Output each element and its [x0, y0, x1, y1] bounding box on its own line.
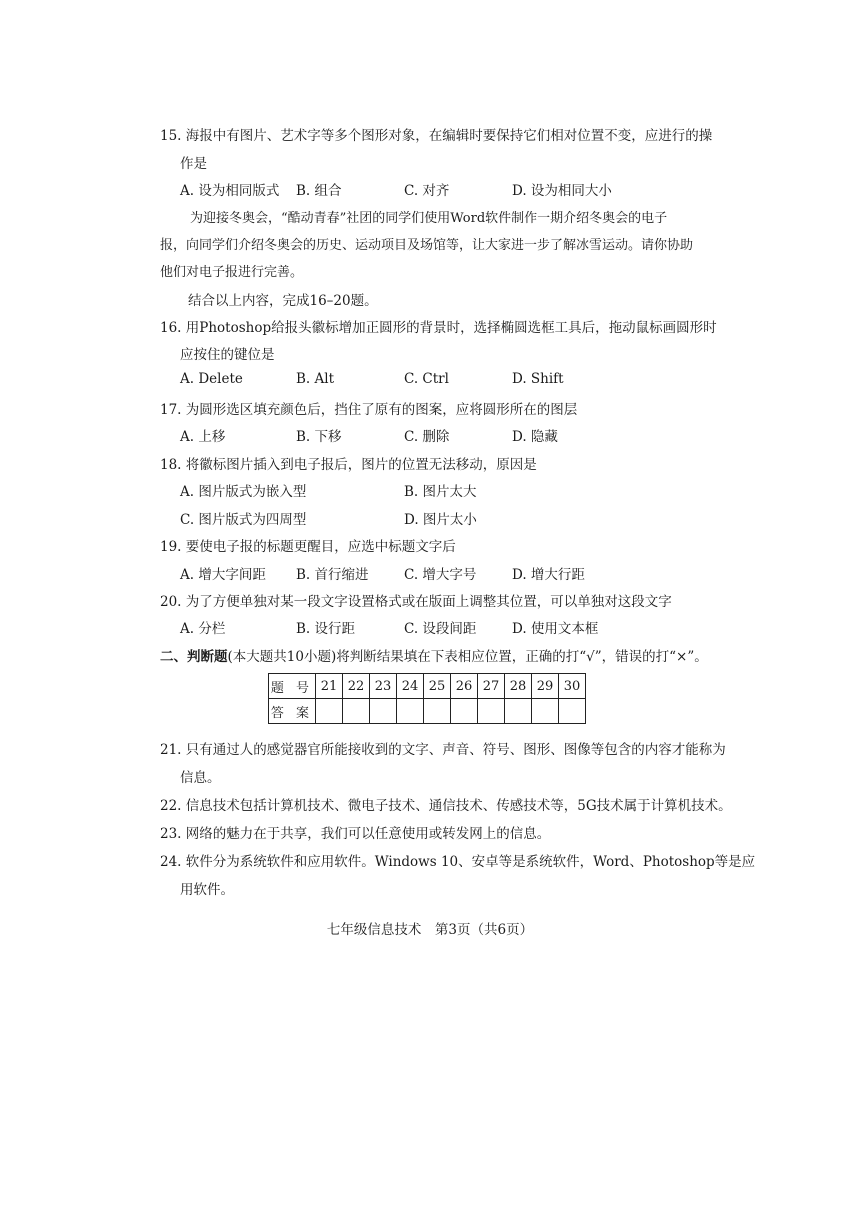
q20-option-b: B. 设行距 [296, 621, 356, 637]
q19-option-c: C. 增大字号 [404, 567, 477, 583]
answer-cell-29[interactable] [532, 699, 559, 724]
q16-option-b: B. Alt [296, 371, 334, 387]
section-2-instructions: (本大题共10小题)将判断结果填在下表相应位置，正确的打“√”，错误的打“×”。 [227, 649, 708, 665]
q19-options [180, 563, 700, 583]
q15-text-cont: 作是 [180, 156, 207, 172]
question-number-28: 28 [505, 674, 532, 699]
section-2-heading [160, 645, 708, 665]
q21-text-cont: 信息。 [180, 770, 221, 786]
q19-option-a: A. 增大字间距 [180, 567, 266, 583]
q21-text: 21. 只有通过人的感觉器官所能接收到的文字、声音、符号、图形、图像等包含的内容才能称为 [160, 742, 726, 758]
question-number-29: 29 [532, 674, 559, 699]
q19-text: 19. 要使电子报的标题更醒目，应选中标题文字后 [160, 539, 456, 555]
q19-option-d: D. 增大行距 [512, 567, 585, 583]
answer-cell-21[interactable] [316, 699, 343, 724]
q15-option-b: B. 组合 [296, 183, 342, 199]
q18-text: 18. 将徽标图片插入到电子报后，图片的位置无法移动，原因是 [160, 457, 537, 473]
q24-text: 24. 软件分为系统软件和应用软件。Windows 10、安卓等是系统软件，Word、Photoshop等是应 [160, 854, 756, 870]
page-footer: 七年级信息技术 第3页（共6页） [326, 922, 534, 938]
question-number-21: 21 [316, 674, 343, 699]
q17-options [180, 425, 700, 445]
q20-option-c: C. 设段间距 [404, 621, 477, 637]
passage-line-3: 他们对电子报进行完善。 [160, 265, 304, 280]
q16-option-a: A. Delete [180, 371, 243, 387]
q16-options [180, 371, 700, 391]
q16-text-cont: 应按住的键位是 [180, 347, 275, 363]
q24-text-cont: 用软件。 [180, 882, 234, 898]
q15-text: 15. 海报中有图片、艺术字等多个图形对象，在编辑时要保持它们相对位置不变，应进行的操 [160, 128, 713, 144]
q18-option-b: B. 图片太大 [404, 484, 477, 500]
question-number-27: 27 [478, 674, 505, 699]
q15-options [180, 179, 700, 199]
q19-option-b: B. 首行缩进 [296, 567, 369, 583]
q18-option-c: C. 图片版式为四周型 [180, 512, 307, 528]
answer-cell-30[interactable] [559, 699, 586, 724]
question-number-23: 23 [370, 674, 397, 699]
passage-instruction: 结合以上内容，完成16–20题。 [188, 293, 378, 309]
q15-option-a: A. 设为相同版式 [180, 183, 280, 199]
answer-table-answer-row [269, 699, 586, 724]
q18-option-d: D. 图片太小 [404, 512, 477, 528]
q20-option-d: D. 使用文本框 [512, 621, 599, 637]
q18-options-row2 [180, 508, 700, 528]
answer-table [268, 673, 586, 724]
question-number-24: 24 [397, 674, 424, 699]
q17-option-c: C. 删除 [404, 429, 450, 445]
q20-text: 20. 为了方便单独对某一段文字设置格式或在版面上调整其位置，可以单独对这段文字 [160, 594, 672, 610]
answer-cell-24[interactable] [397, 699, 424, 724]
passage-line-2: 报，向同学们介绍冬奥会的历史、运动项目及场馆等，让大家进一步了解冰雪运动。请你协助 [160, 238, 694, 253]
answer-cell-27[interactable] [478, 699, 505, 724]
q16-option-c: C. Ctrl [404, 371, 449, 387]
q23-text: 23. 网络的魅力在于共享，我们可以任意使用或转发网上的信息。 [160, 826, 551, 842]
q17-option-b: B. 下移 [296, 429, 342, 445]
answer-cell-23[interactable] [370, 699, 397, 724]
q20-options [180, 617, 700, 637]
q18-options-row1 [180, 480, 700, 500]
answer-cell-25[interactable] [424, 699, 451, 724]
q15-option-d: D. 设为相同大小 [512, 183, 612, 199]
q15-option-c: C. 对齐 [404, 183, 450, 199]
question-number-25: 25 [424, 674, 451, 699]
question-number-22: 22 [343, 674, 370, 699]
q17-text: 17. 为圆形选区填充颜色后，挡住了原有的图案，应将圆形所在的图层 [160, 402, 578, 418]
section-2-title: 二、判断题 [160, 649, 228, 665]
q16-option-d: D. Shift [512, 371, 564, 387]
question-number-30: 30 [559, 674, 586, 699]
q16-text: 16. 用Photoshop给报头徽标增加正圆形的背景时，选择椭圆选框工具后，拖动鼠标画圆形时 [160, 320, 717, 336]
question-number-label: 题 号 [269, 674, 316, 699]
passage-line-1: 为迎接冬奥会，“酷动青春”社团的同学们使用Word软件制作一期介绍冬奥会的电子 [190, 211, 668, 226]
answer-cell-26[interactable] [451, 699, 478, 724]
q20-option-a: A. 分栏 [180, 621, 226, 637]
q22-text: 22. 信息技术包括计算机技术、微电子技术、通信技术、传感技术等，5G技术属于计算机技术。 [160, 798, 732, 814]
answer-table-header-row [269, 674, 586, 699]
q18-option-a: A. 图片版式为嵌入型 [180, 484, 307, 500]
q17-option-a: A. 上移 [180, 429, 226, 445]
question-number-26: 26 [451, 674, 478, 699]
q17-option-d: D. 隐藏 [512, 429, 558, 445]
answer-cell-22[interactable] [343, 699, 370, 724]
answer-cell-28[interactable] [505, 699, 532, 724]
answer-label: 答 案 [269, 699, 316, 724]
